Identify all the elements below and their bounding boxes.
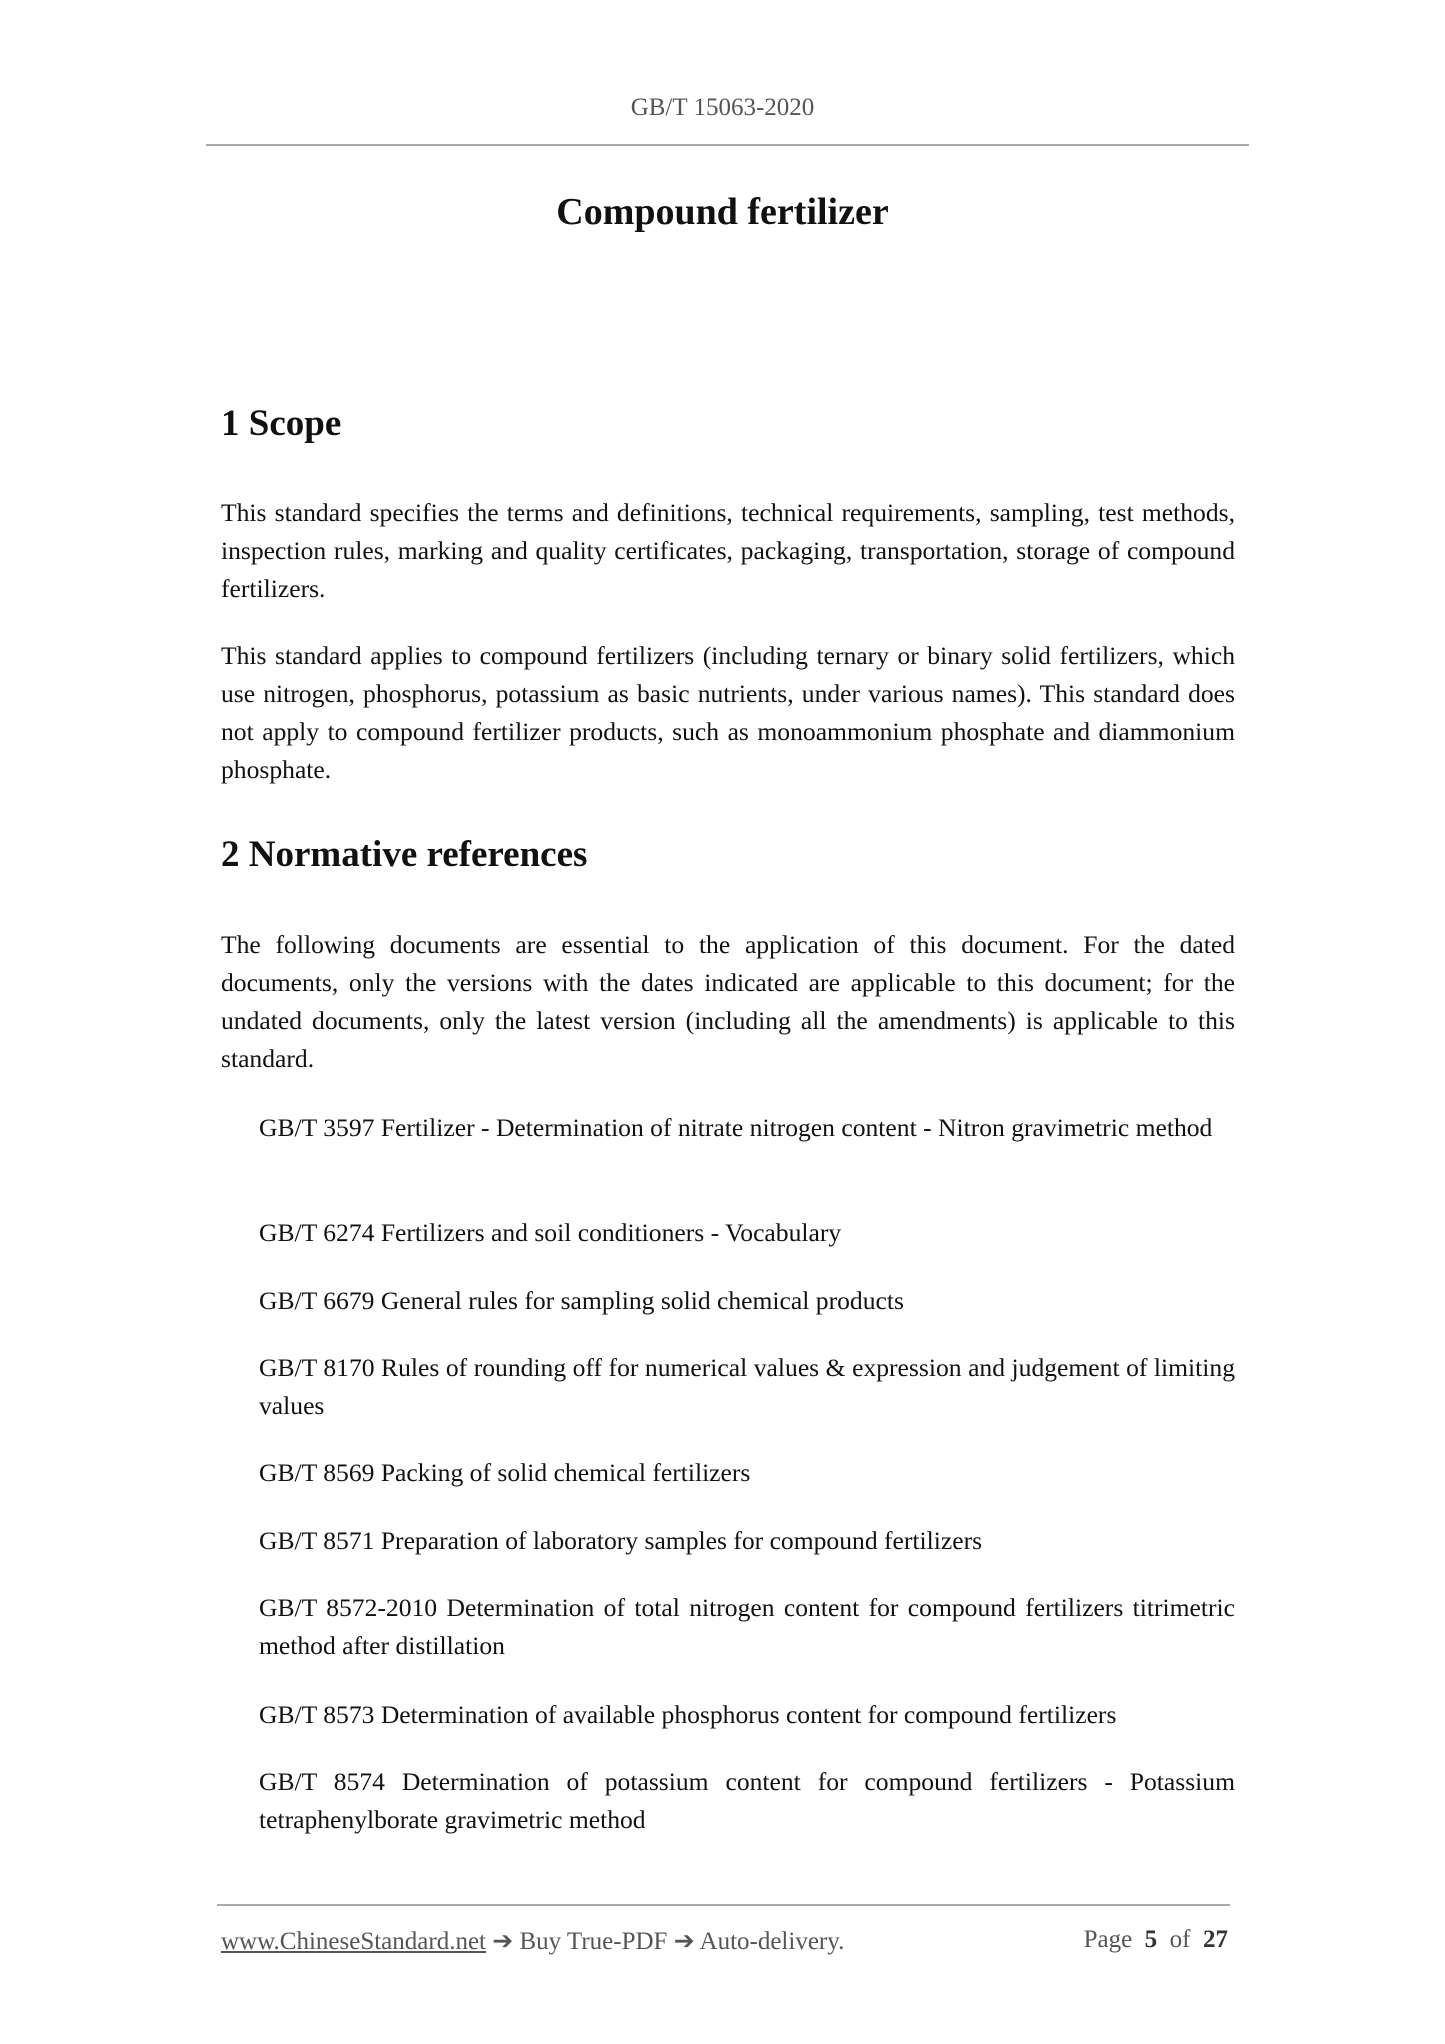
website-link[interactable]: www.ChineseStandard.net — [221, 1928, 486, 1955]
document-title: Compound fertilizer — [556, 191, 889, 233]
paragraph: This standard specifies the terms and definitions, technical requirements, sampling, test methods, inspection rules, marking and quality certificates, packaging, transportation, storage of compound fertilizers. — [221, 498, 1235, 603]
section-heading-normative-references: 2 Normative references — [221, 834, 588, 875]
arrow-right-icon: ➔ — [492, 1928, 514, 1955]
reference-item: GB/T 3597 Fertilizer - Determination of nitrate nitrogen content - Nitron gravimetric method — [259, 1113, 1213, 1142]
paragraph: The following documents are essential to the application of this document. For the dated documents, only the versions with the dates indicated are applicable to this document; for the undated documents, only the latest version (including all the amendments) is applicable to this standard. — [221, 930, 1235, 1073]
reference-item: GB/T 8574 Determination of potassium content for compound fertilizers - Potassium tetraphenylborate gravimetric method — [259, 1767, 1235, 1834]
reference-item: GB/T 8569 Packing of solid chemical fertilizers — [259, 1458, 751, 1487]
page-label: Page — [1083, 1926, 1133, 1953]
total-pages: 27 — [1203, 1926, 1228, 1953]
paragraph: This standard applies to compound fertilizers (including ternary or binary solid fertilizers, which use nitrogen, phosphorus, potassium as basic nutrients, under various names). This standard does not apply to compound fertilizer products, such as monoammonium phosphate and diammonium phosphate. — [221, 641, 1235, 784]
reference-item: GB/T 8573 Determination of available phosphorus content for compound fertilizers — [259, 1700, 1117, 1729]
footer-promo — [221, 1926, 844, 1956]
running-header: GB/T 15063-2020 — [630, 94, 815, 121]
footer-step-delivery: Auto-delivery. — [699, 1928, 845, 1955]
reference-item: GB/T 6274 Fertilizers and soil conditioners - Vocabulary — [259, 1218, 842, 1247]
reference-item: GB/T 8572-2010 Determination of total nitrogen content for compound fertilizers titrimetric method after distillation — [259, 1593, 1235, 1660]
arrow-right-icon: ➔ — [673, 1928, 695, 1955]
of-label: of — [1169, 1926, 1191, 1953]
footer-step-buy: Buy True-PDF — [519, 1928, 668, 1955]
reference-item: GB/T 8170 Rules of rounding off for numerical values & expression and judgement of limiting values — [259, 1353, 1235, 1420]
section-heading-scope: 1 Scope — [221, 403, 342, 444]
reference-item: GB/T 8571 Preparation of laboratory samples for compound fertilizers — [259, 1526, 983, 1555]
header-divider — [206, 144, 1249, 146]
footer-divider — [217, 1904, 1230, 1906]
page-number — [1000, 1926, 1228, 1954]
current-page: 5 — [1144, 1926, 1158, 1953]
reference-item: GB/T 6679 General rules for sampling solid chemical products — [259, 1286, 904, 1315]
